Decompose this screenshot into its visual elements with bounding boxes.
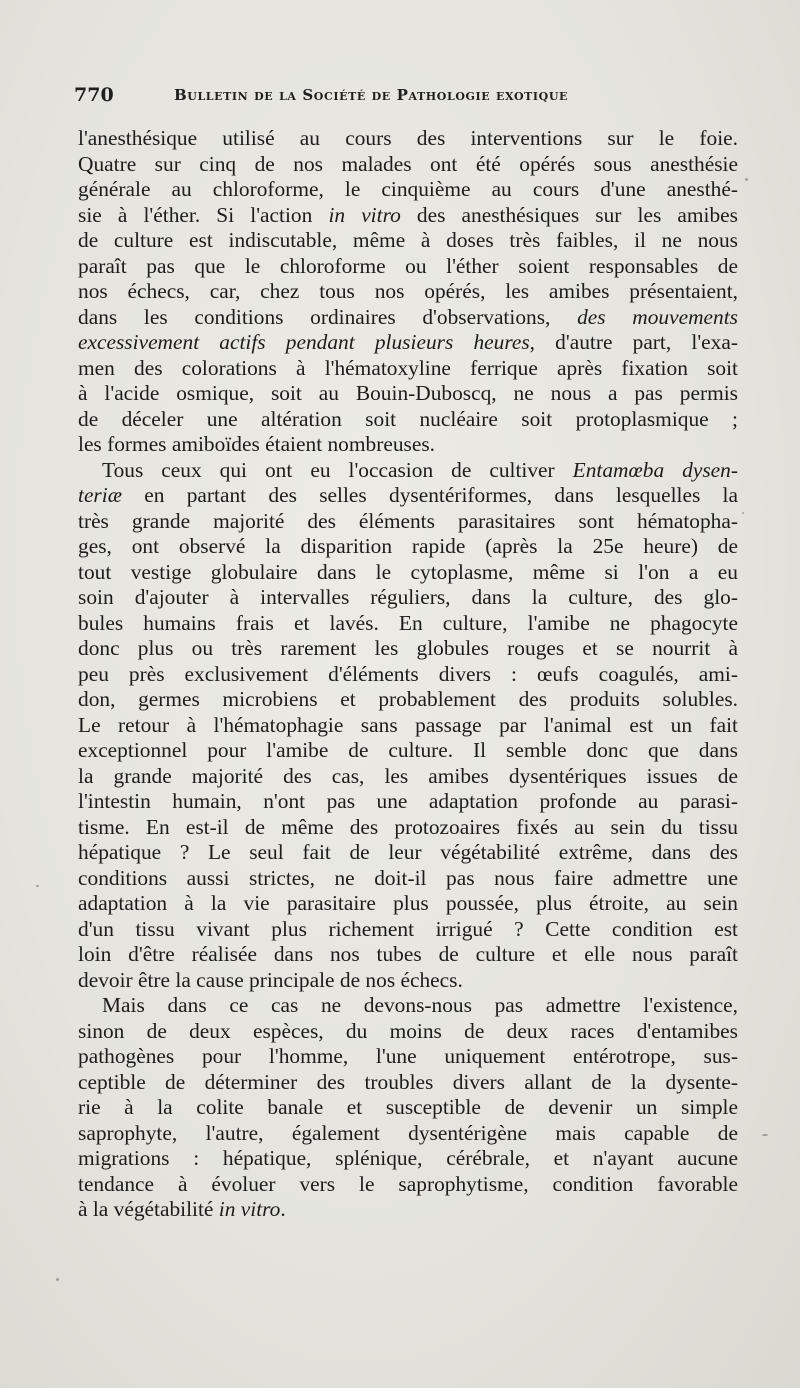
text-line: hépatique ? Le seul fait de leur végétabilité extrême, dans des bbox=[78, 840, 738, 864]
running-title: Bulletin de la Société de Pathologie exotique bbox=[174, 86, 569, 104]
text-line: men des colorations à l'hématoxyline ferrique après fixation soit bbox=[78, 355, 738, 380]
text-line: générale au chloroforme, le cinquième au cours d'une anesthé- bbox=[78, 177, 738, 201]
text-line: tout vestige globulaire dans le cytoplasme, même si l'on a eu bbox=[78, 559, 738, 584]
text-line: ceptible de déterminer des troubles divers allant de la dysente- bbox=[78, 1069, 738, 1094]
text-line: la grande majorité des cas, les amibes dysentériques issues de bbox=[78, 763, 738, 788]
scan-speck bbox=[745, 178, 748, 181]
text-line: dans les conditions ordinaires d'observations, des mouvements bbox=[78, 304, 739, 329]
scan-speck bbox=[762, 1134, 768, 1136]
italic-phrase: in vitro bbox=[218, 1197, 281, 1221]
text-line: de culture est indiscutable, même à doses très faibles, il ne nous bbox=[78, 228, 738, 252]
text-line: conditions aussi strictes, ne doit-il pas nous faire admettre une bbox=[78, 865, 738, 890]
text-line: à l'acide osmique, soit au Bouin-Duboscq, ne nous a pas permis bbox=[78, 381, 738, 405]
text-line: teriæ en partant des selles dysentériformes, dans lesquelles la bbox=[78, 483, 738, 507]
scan-speck bbox=[36, 885, 39, 887]
page-number: 770 bbox=[74, 84, 114, 106]
italic-phrase: in vitro bbox=[328, 202, 401, 227]
text-line: tendance à évoluer vers le saprophytisme, condition favorable bbox=[78, 1171, 738, 1196]
text-line: adaptation à la vie parasitaire plus poussée, plus étroite, au sein bbox=[78, 891, 738, 915]
text-line: d'un tissu vivant plus richement irrigué ? Cette condition est bbox=[78, 916, 738, 941]
text-line: soin d'ajouter à intervalles réguliers, dans la culture, des glo- bbox=[78, 585, 738, 609]
text-line: bules humains frais et lavés. En culture, l'amibe ne phagocyte bbox=[78, 610, 738, 635]
text-line: devoir être la cause principale de nos échecs. bbox=[78, 967, 463, 992]
text-line: l'intestin humain, n'ont pas une adaptation profonde au parasi- bbox=[78, 789, 738, 813]
text-line: à la végétabilité in vitro. bbox=[78, 1197, 286, 1221]
text-line: de déceler une altération soit nucléaire soit protoplasmique ; bbox=[78, 406, 738, 431]
text-line: migrations : hépatique, splénique, cérébrale, et n'ayant aucune bbox=[78, 1146, 738, 1170]
text-line: peu près exclusivement d'éléments divers : œufs coagulés, ami- bbox=[78, 661, 738, 686]
text-line: Tous ceux qui ont eu l'occasion de cultiver Entamœba dysen- bbox=[102, 457, 738, 482]
text-line: nos échecs, car, chez tous nos opérés, les amibes présentaient, bbox=[78, 279, 738, 303]
body-text bbox=[78, 126, 738, 1223]
text-line: excessivement actifs pendant plusieurs heures, d'autre part, l'exa- bbox=[78, 330, 738, 354]
text-line: Mais dans ce cas ne devons-nous pas admettre l'existence, bbox=[102, 993, 738, 1017]
text-line: les formes amiboïdes étaient nombreuses. bbox=[78, 432, 436, 456]
text-line: rie à la colite banale et susceptible de devenir un simple bbox=[78, 1095, 738, 1119]
text-line: sinon de deux espèces, du moins de deux races d'entamibes bbox=[78, 1018, 738, 1043]
scan-speck bbox=[56, 1278, 59, 1281]
italic-phrase: Entamœba dysen- bbox=[572, 457, 738, 482]
page-header bbox=[0, 84, 800, 114]
scan-speck bbox=[742, 512, 744, 514]
italic-phrase: excessivement actifs pendant plusieurs heures bbox=[78, 330, 530, 354]
text-line: l'anesthésique utilisé au cours des interventions sur le foie. bbox=[78, 126, 738, 150]
italic-phrase: teriæ bbox=[78, 483, 122, 507]
text-line: tisme. En est-il de même des protozoaires fixés au sein du tissu bbox=[78, 814, 738, 839]
italic-phrase: des mouvements bbox=[577, 304, 739, 329]
text-line: Quatre sur cinq de nos malades ont été opérés sous anesthésie bbox=[78, 151, 738, 176]
text-line: donc plus ou très rarement les globules rouges et se nourrit à bbox=[78, 636, 738, 660]
text-line: pathogènes pour l'homme, l'une uniquement entérotrope, sus- bbox=[78, 1044, 738, 1068]
text-line: Le retour à l'hématophagie sans passage par l'animal est un fait bbox=[78, 712, 738, 737]
text-line: saprophyte, l'autre, également dysentérigène mais capable de bbox=[78, 1120, 738, 1145]
text-line: don, germes microbiens et probablement des produits solubles. bbox=[78, 687, 738, 711]
text-line: paraît pas que le chloroforme ou l'éther soient responsables de bbox=[78, 253, 738, 278]
text-line: très grande majorité des éléments parasitaires sont hématopha- bbox=[78, 508, 738, 533]
text-line: loin d'être réalisée dans nos tubes de culture et elle nous paraît bbox=[78, 942, 738, 966]
text-line: exceptionnel pour l'amibe de culture. Il semble donc que dans bbox=[78, 738, 738, 762]
text-line: sie à l'éther. Si l'action in vitro des anesthésiques sur les amibes bbox=[78, 202, 738, 227]
text-line: ges, ont observé la disparition rapide (après la 25e heure) de bbox=[78, 534, 738, 558]
